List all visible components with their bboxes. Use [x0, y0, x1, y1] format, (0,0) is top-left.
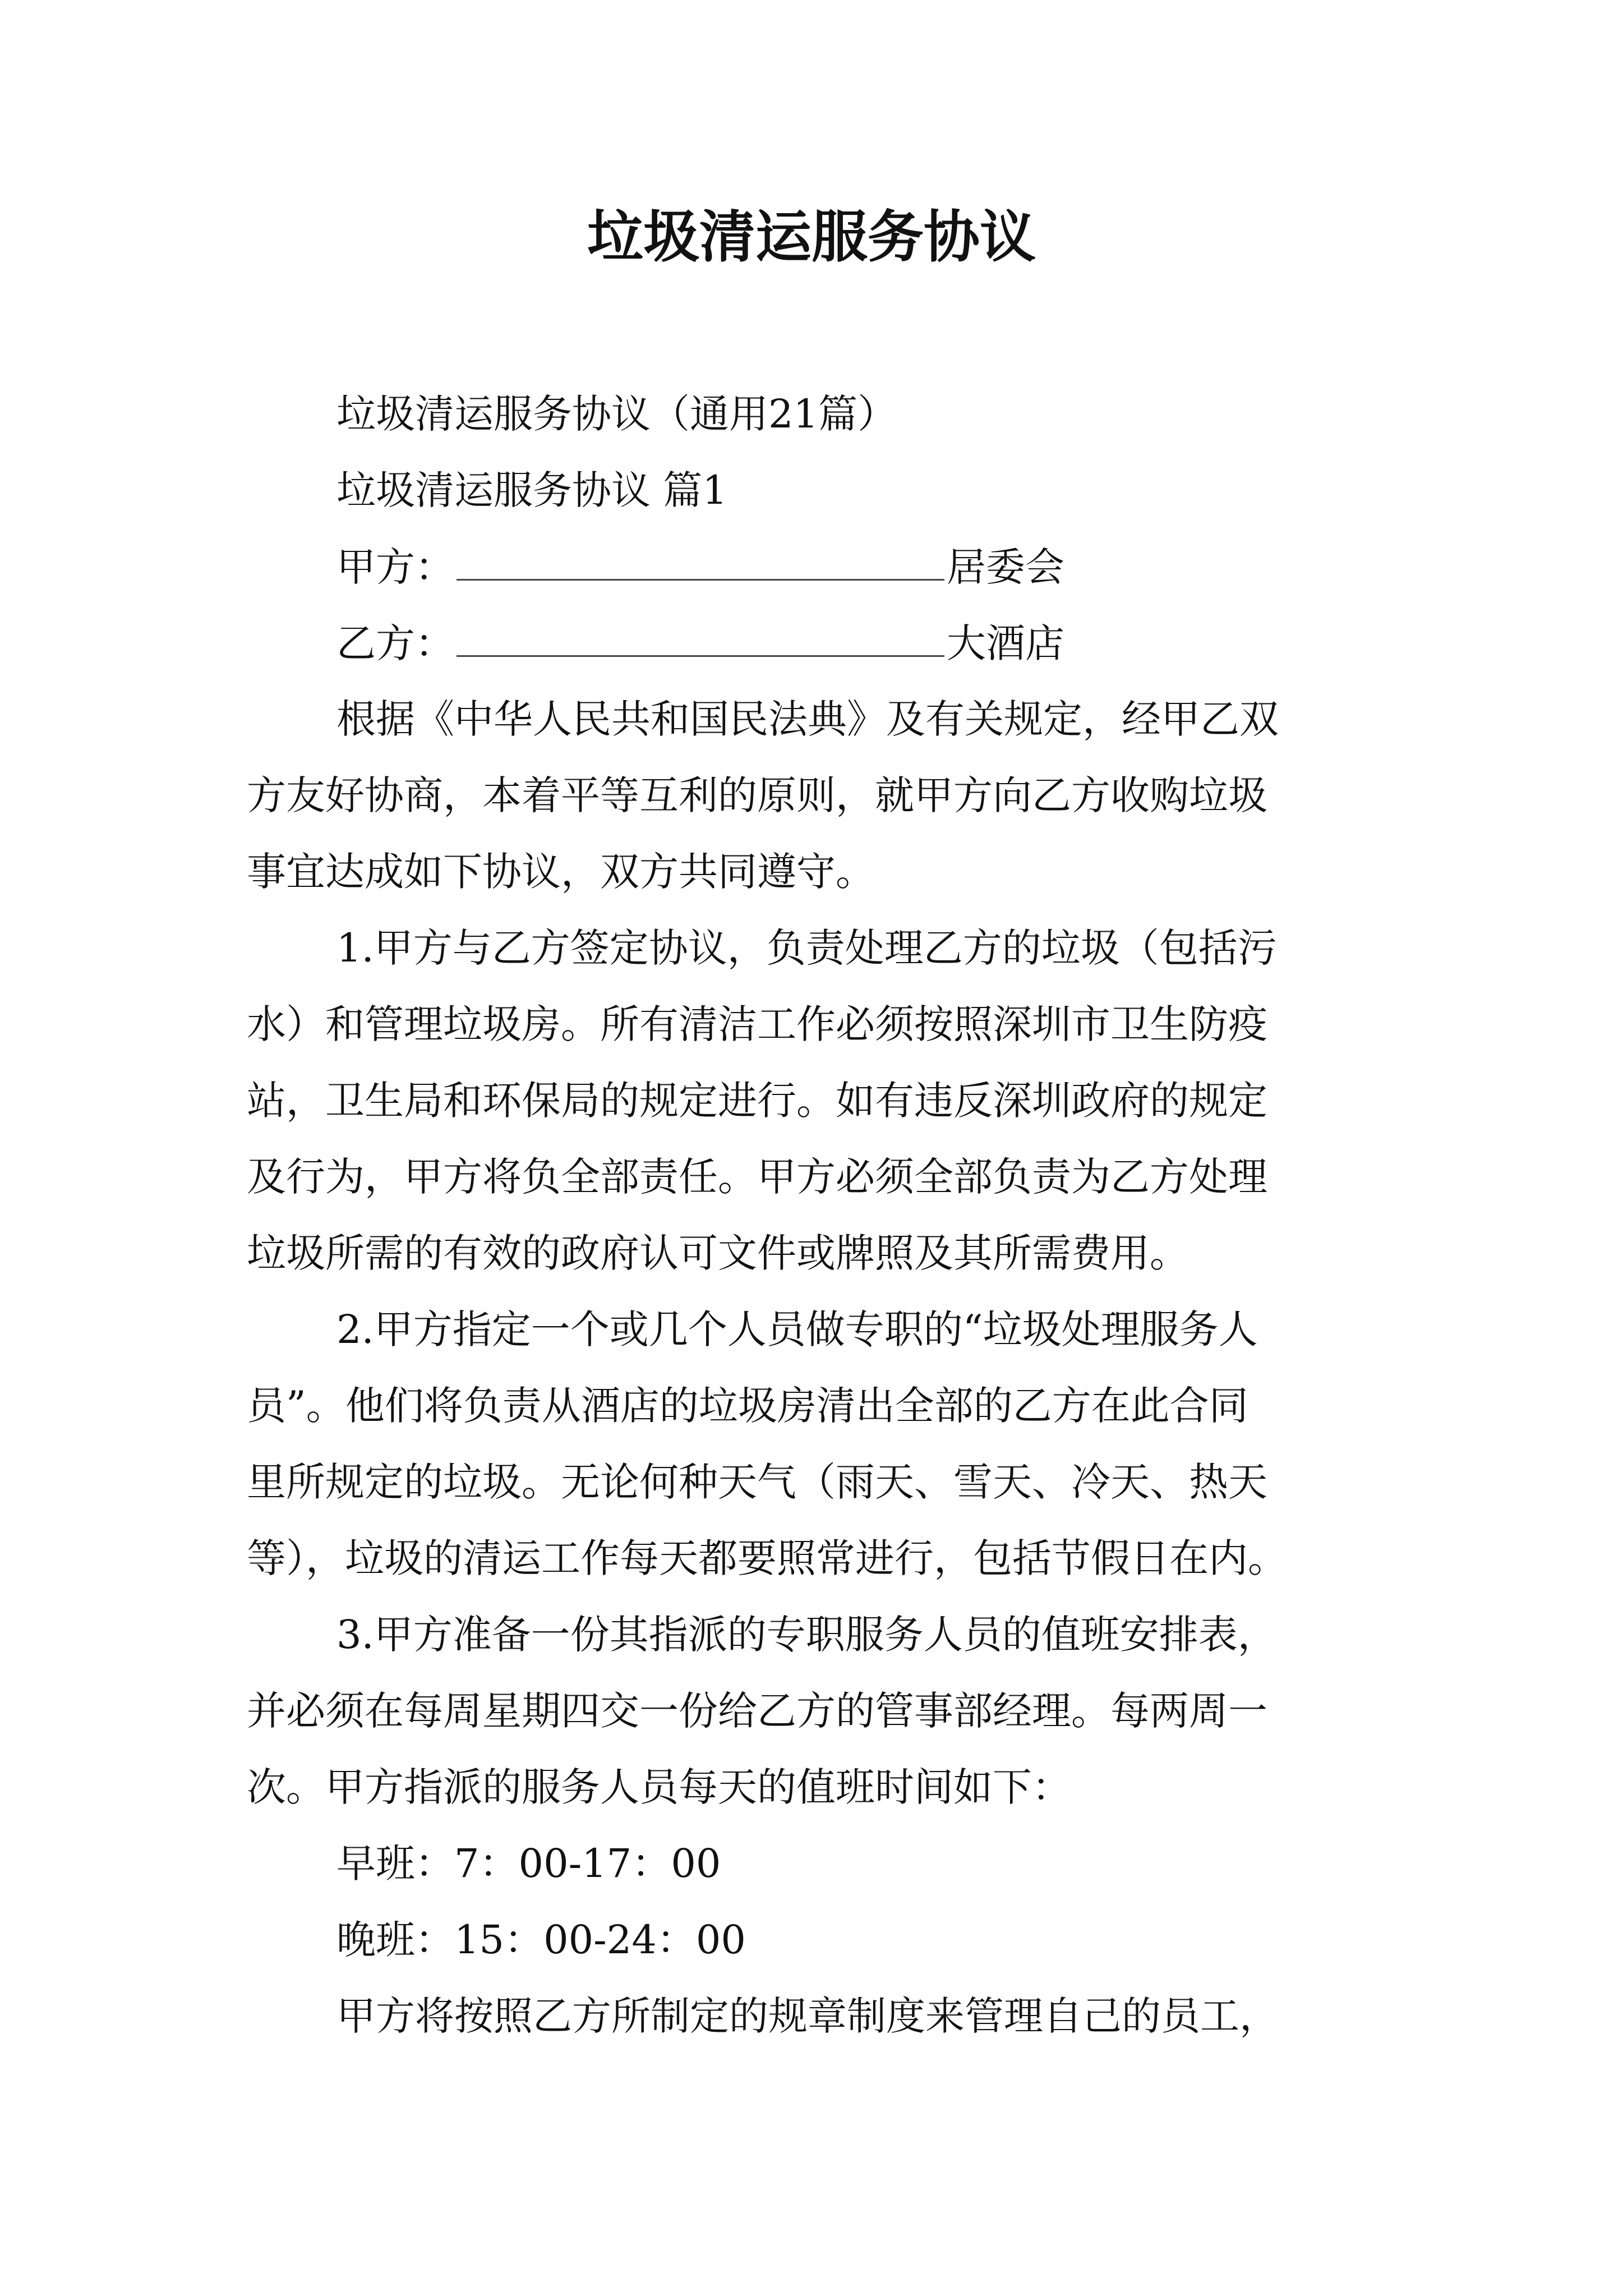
paragraph-line: 水）和管理垃圾房。所有清洁工作必须按照深圳市卫生防疫	[247, 1001, 1267, 1047]
paragraph-line: 站，卫生局和环保局的规定进行。如有违反深圳政府的规定	[247, 1078, 1267, 1124]
party-b-blank	[457, 615, 944, 657]
paragraph-line: 根据《中华人民共和国民法典》及有关规定，经甲乙双	[336, 696, 1279, 742]
paragraph-line: 次。甲方指派的服务人员每天的值班时间如下：	[247, 1764, 1071, 1810]
paragraph-line: 3.甲方准备一份其指派的专职服务人员的值班安排表，	[336, 1612, 1277, 1658]
schedule-evening: 晚班：15：00-24：00	[336, 1917, 746, 1963]
paragraph-line: 事宜达成如下协议，双方共同遵守。	[247, 849, 875, 895]
paragraph-line: 甲方将按照乙方所制定的规章制度来管理自己的员工，	[336, 1993, 1279, 2039]
paragraph-line: 2.甲方指定一个或几个人员做专职的“垃圾处理服务人	[336, 1306, 1258, 1352]
paragraph-line: 及行为，甲方将负全部责任。甲方必须全部负责为乙方处理	[247, 1154, 1267, 1200]
party-a-label: 甲方：	[336, 544, 454, 590]
schedule-morning: 早班：7：00-17：00	[336, 1841, 721, 1887]
paragraph-line: 方友好协商，本着平等互利的原则，就甲方向乙方收购垃圾	[247, 772, 1267, 818]
paragraph-line: 等），垃圾的清运工作每天都要照常进行，包括节假日在内。	[247, 1535, 1287, 1581]
paragraph-line: 并必须在每周星期四交一份给乙方的管事部经理。每两周一	[247, 1688, 1267, 1734]
paragraph-line: 员”。他们将负责从酒店的垃圾房清出全部的乙方在此合同	[247, 1383, 1248, 1429]
party-a-line	[336, 539, 1064, 595]
section-heading: 垃圾清运服务协议 篇1	[336, 467, 727, 513]
paragraph-line: 里所规定的垃圾。无论何种天气（雨天、雪天、冷天、热天	[247, 1459, 1267, 1505]
subtitle: 垃圾清运服务协议（通用21篇）	[336, 391, 897, 437]
party-a-suffix: 居委会	[947, 544, 1064, 590]
document-title: 垃圾清运服务协议	[587, 204, 1036, 270]
party-b-line	[336, 615, 1064, 671]
party-b-suffix: 大酒店	[947, 620, 1064, 666]
paragraph-line: 垃圾所需的有效的政府认可文件或牌照及其所需费用。	[247, 1230, 1189, 1276]
party-a-blank	[457, 539, 944, 581]
party-b-label: 乙方：	[336, 620, 454, 666]
paragraph-line: 1.甲方与乙方签定协议，负责处理乙方的垃圾（包括污	[336, 925, 1277, 971]
